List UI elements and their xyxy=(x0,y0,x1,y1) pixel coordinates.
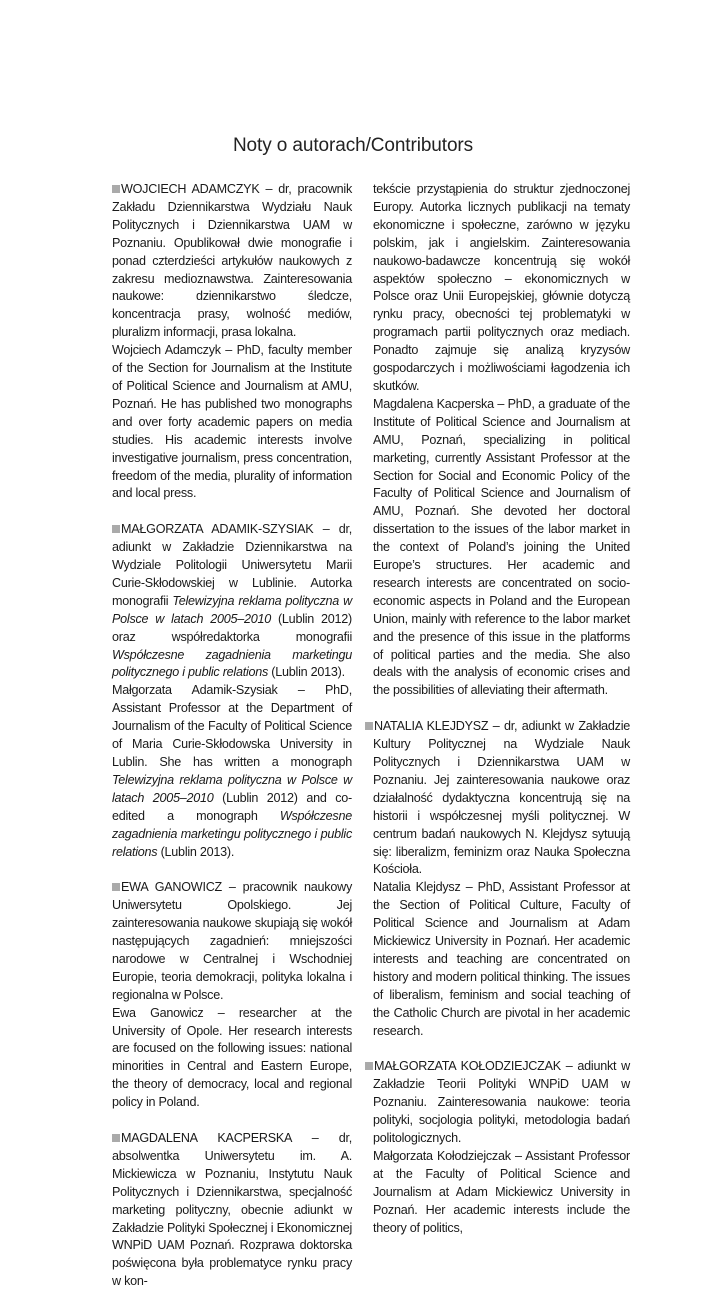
bio-text: (Lublin 2013). xyxy=(157,844,235,859)
bio-polish xyxy=(373,181,630,396)
bio-text: NATALIA KLEJDYSZ – dr, adiunkt w Zakładzie Kultury Politycznej na Wydziale Nauk Politycznych i Dziennikarstwa UAM w Poznaniu. Jej zainteresowania naukowe oraz działalność dydaktyczna koncentrują się na historii i współczesnej myśli politycznej. W centrum badań naukowych N. Klejdysz sytuują się: liberalizm, feminizm oraz Nauka Społeczna Kościoła. xyxy=(373,719,630,877)
bio-text: Ewa Ganowicz – researcher at the University of Opole. Her research interests are focused on the following issues: national minorities in Central and Eastern Europe, the theory of democracy, local and regional policy in Poland. xyxy=(112,1005,352,1110)
bio-polish xyxy=(112,1130,352,1291)
contributor-entry xyxy=(373,1058,630,1237)
contributor-entry xyxy=(112,1130,352,1291)
square-bullet-icon xyxy=(365,1062,373,1070)
bio-text: Wojciech Adamczyk – PhD, faculty member of the Section for Journalism at the Institute of Political Science and Journalism at AMU, Poznań. He has published two monographs and over forty academic papers on media studies. His academic interests involve investigative journalism, press concentration, freedom of the media, plurality of information and local press. xyxy=(112,343,352,501)
left-column xyxy=(112,181,352,1309)
book-title: Telewizyjna reklama polityczna w Polsce w latach 2005–2010 xyxy=(112,772,352,805)
bio-polish xyxy=(373,1058,630,1148)
bio-text: Natalia Klejdysz – PhD, Assistant Professor at the Section of Political Culture, Faculty of Political Science and Journalism at Adam Mickiewicz University in Poznań. Her academic interests and teaching are concentrated on history and modern political thinking. The issues of liberalism, feminism and social teaching of the Catholic Church are pivotal in her academic research. xyxy=(373,880,630,1038)
bio-text: Małgorzata Kołodziejczak – Assistant Professor at the Faculty of Political Science and Journalism at Adam Mickiewicz University in Poznań. Her academic interests include the theory of politics, xyxy=(373,1148,630,1235)
bio-text: MAGDALENA KACPERSKA – dr, absolwentka Uniwersytetu im. A. Mickiewicza w Poznaniu, Instytutu Nauk Politycznych i Dziennikarstwa, specjalność marketing polityczny, obecnie adiunkt w Zakładzie Polityki Społecznej i Ekonomicznej WNPiD UAM Poznań. Rozprawa doktorska poświęcona była problematyce rynku pracy w kon- xyxy=(112,1130,352,1289)
bio-english xyxy=(112,342,352,503)
contributor-entry xyxy=(373,181,630,700)
contributor-entry xyxy=(112,521,352,861)
bio-text: Magdalena Kacperska – PhD, a graduate of the Institute of Political Science and Journalism at AMU, Poznań, specializing in political marketing, currently Assistant Professor at the Section for Social and Economic Policy of the Faculty of Political Science and Journalism of AMU, Poznań. She devoted her doctoral dissertation to the issues of the labor market in the context of Poland’s joining the United Europe’s structures. Her academic and research interests are concentrated on socio-economic aspects in Poland and the European Union, mainly with reference to the labor market and the presence of this issue in the platforms of political parties and the media. She also deals with the analysis of economic crises and the possibilities of alleviating their aftermath. xyxy=(373,396,630,698)
bio-polish xyxy=(112,181,352,342)
bio-polish xyxy=(112,879,352,1004)
bio-text: (Lublin 2012) and co-edited a monograph xyxy=(112,790,352,823)
bio-text: (Lublin 2013). xyxy=(268,665,345,680)
contributor-entry xyxy=(112,879,352,1112)
contributor-entry xyxy=(373,718,630,1040)
bio-text: EWA GANOWICZ – pracownik naukowy Uniwersytetu Opolskiego. Jej zainteresowania naukowe skupiają się wokół następujących zagadnień: mniejszości narodowe w Centralnej i Wschodniej Europie, teoria demokracji, polityka lokalna i regionalna w Polsce. xyxy=(112,880,352,1002)
book-title: Współczesne zagadnienia marketingu politycznego i public relations xyxy=(112,647,352,680)
bio-english xyxy=(373,1148,630,1238)
square-bullet-icon xyxy=(112,1134,120,1142)
square-bullet-icon xyxy=(365,722,373,730)
bio-text: MAŁGORZATA ADAMIK-SZYSIAK – dr, adiunkt w Zakładzie Dziennikarstwa na Wydziale Politologii Uniwersytetu Marii Curie-Skłodowskiej w Lublinie. Autorka monografii xyxy=(112,522,352,608)
bio-english xyxy=(373,396,630,700)
bio-text: tekście przystąpienia do struktur zjednoczonej Europy. Autorka licznych publikacji na tematy ekonomiczne i społeczne, zarówno w języku polskim, jak i angielskim. Zainteresowania naukowo-badawcze koncentrują się wokół aspektów społeczno – ekonomicznych w Polsce oraz Unii Europejskiej, głównie dotyczą rynku pracy, obecności tej problematyki w programach partii politycznych oraz mediach. Ponadto zajmuje się analizą kryzysów gospodarczych i możliwościami łagodzenia ich skutków. xyxy=(373,182,630,393)
bio-text: MAŁGORZATA KOŁODZIEJCZAK – adiunkt w Zakładzie Teorii Polityki WNPiD UAM w Poznaniu. Zainteresowania naukowe: teoria polityki, socjologia polityki, metodologia badań politologicznych. xyxy=(373,1059,630,1145)
bio-text: WOJCIECH ADAMCZYK – dr, pracownik Zakładu Dziennikarstwa Wydziału Nauk Politycznych i Dziennikarstwa UAM w Poznaniu. Opublikował dwie monografie i ponad czterdzieści artykułów naukowych z zakresu medioznawstwa. Zainteresowania naukowe: dziennikarstwo śledcze, koncentracja prasy, wolność mediów, pluralizm informacji, prasa lokalna. xyxy=(112,182,352,340)
contributor-entry xyxy=(112,181,352,503)
bio-english xyxy=(373,879,630,1040)
right-column xyxy=(373,181,630,1255)
book-title: Współczesne zagadnienia marketingu politycznego i public relations xyxy=(112,808,352,859)
bio-text: (Lublin 2012) oraz współredaktorka monografii xyxy=(112,611,352,644)
bio-text: Małgorzata Adamik-Szysiak – PhD, Assistant Professor at the Department of Journalism of the Faculty of Political Science of Maria Curie-Skłodowska University in Lublin. She has written a monograph xyxy=(112,683,352,769)
square-bullet-icon xyxy=(112,883,120,891)
bio-polish xyxy=(373,718,630,879)
bio-english xyxy=(112,1005,352,1112)
square-bullet-icon xyxy=(112,525,120,533)
book-title: Telewizyjna reklama polityczna w Polsce w latach 2005–2010 xyxy=(112,593,352,626)
page-title: Noty o autorach/Contributors xyxy=(232,135,474,156)
square-bullet-icon xyxy=(112,185,120,193)
bio-english xyxy=(112,682,352,861)
bio-polish xyxy=(112,521,352,682)
